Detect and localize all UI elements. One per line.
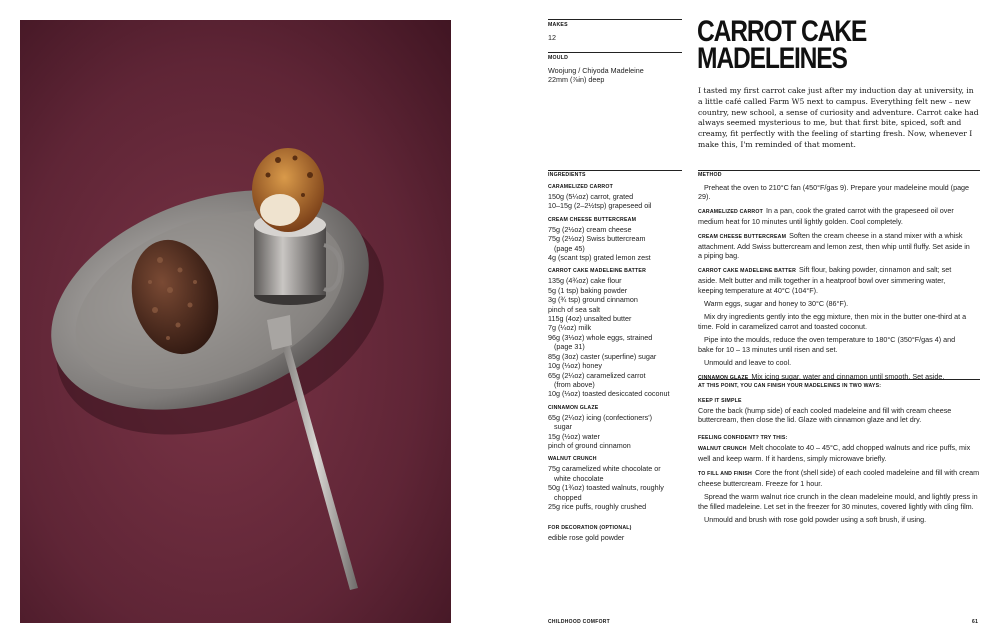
ingredient-group-title: CINNAMON GLAZE bbox=[548, 404, 599, 411]
method-step-text: Unmould and leave to cool. bbox=[704, 358, 792, 368]
makes-rule bbox=[548, 19, 682, 20]
method-step-label: CINNAMON GLAZE bbox=[698, 374, 749, 381]
ingredient-group bbox=[548, 217, 684, 263]
finish-section bbox=[698, 383, 980, 529]
method-step-label: CARROT CAKE MADELEINE BATTER bbox=[698, 267, 797, 274]
ingredient-item: 150g (5¼oz) carrot, grated bbox=[548, 192, 634, 201]
ingredient-item: 7g (¼oz) milk bbox=[548, 323, 592, 333]
method-step bbox=[698, 231, 970, 261]
mould-line: Woojung / Chiyoda Madeleine bbox=[548, 66, 644, 75]
ingredient-item: (from above) bbox=[554, 379, 595, 389]
ingredient-item: (page 45) bbox=[554, 243, 585, 253]
ingredient-item: chopped bbox=[554, 492, 582, 502]
method-step bbox=[698, 335, 970, 354]
ingredient-group-title: FOR DECORATION (OPTIONAL) bbox=[548, 525, 632, 532]
method-step-text: Mix dry ingredients gently into the egg mixture, then mix in the butter one-third at a time. Fold in caramelized carrot and toasted coconut. bbox=[698, 312, 967, 331]
method-step-text: Melt chocolate to 40 – 45°C, add chopped walnuts and rice puffs, mix well and keep warm. If it hardens, simply microwave briefly. bbox=[698, 442, 971, 464]
method-step-label: CREAM CHEESE BUTTERCREAM bbox=[698, 233, 787, 240]
method-step-text: Spread the warm walnut rice crunch in the clean madeleine mould, and lightly press in the filled madeleine. Let set in the freezer for 30 minutes, covered lightly with cling film. bbox=[698, 492, 978, 511]
method-column bbox=[698, 172, 970, 387]
ingredient-group bbox=[548, 268, 684, 398]
ingredient-item: pinch of ground cinnamon bbox=[548, 440, 631, 450]
mould-lines bbox=[548, 66, 644, 85]
mould-line: 22mm (⅞in) deep bbox=[548, 75, 605, 85]
ingredient-groups bbox=[548, 184, 684, 543]
ingredient-item: 15g (½oz) water bbox=[548, 431, 600, 441]
method-step bbox=[698, 358, 970, 367]
mould-label: MOULD bbox=[548, 55, 569, 61]
method-step-label: TO FILL AND FINISH bbox=[698, 470, 752, 477]
ingredient-group bbox=[548, 525, 684, 542]
method-step bbox=[698, 492, 980, 511]
ingredient-item: 10–15g (2–2½tsp) grapeseed oil bbox=[548, 201, 652, 211]
ingredient-group-title: CARAMELIZED CARROT bbox=[548, 184, 613, 190]
ingredients-rule bbox=[548, 170, 682, 171]
ingredient-item: 5g (1 tsp) baking powder bbox=[548, 285, 628, 295]
recipe-title bbox=[697, 15, 910, 75]
method-step bbox=[698, 443, 980, 464]
ingredient-item: 85g (3oz) caster (superfine) sugar bbox=[548, 351, 657, 361]
ingredient-item: 115g (4oz) unsalted butter bbox=[548, 314, 632, 324]
method-step bbox=[698, 312, 970, 331]
method-step bbox=[698, 372, 970, 383]
ingredients-header: INGREDIENTS bbox=[548, 172, 586, 178]
feeling-confident-title: FEELING CONFIDENT? TRY THIS: bbox=[698, 434, 788, 441]
makes-label: MAKES bbox=[548, 22, 568, 28]
ingredient-item: 50g (1¾oz) toasted walnuts, roughly bbox=[548, 483, 664, 493]
method-step-text: Soften the cream cheese in a stand mixer with a whisk attachment. Add Swiss buttercream and lemon zest, then whip until fluffy. Set aside in a piping bag. bbox=[698, 230, 970, 261]
ingredient-item: 25g rice puffs, roughly crushed bbox=[548, 501, 647, 511]
ingredient-item: 65g (2¼oz) icing (confectioners') bbox=[548, 412, 653, 422]
title-line: MADELEINES bbox=[697, 42, 847, 75]
ingredient-item: pinch of sea salt bbox=[548, 304, 600, 314]
method-step-text: Core the front (shell side) of each cooled madeleine and fill with cream cheese buttercream. Freeze for 1 hour. bbox=[698, 467, 980, 489]
keep-simple-text: Core the back (hump side) of each cooled madeleine and fill with cream cheese buttercream, then close the lid. Glaze with cinnamon glaze and let dry. bbox=[698, 406, 952, 425]
confident-steps bbox=[698, 443, 980, 525]
page-number: 61 bbox=[972, 619, 979, 625]
ingredient-group bbox=[548, 405, 684, 451]
mould-rule bbox=[548, 52, 682, 53]
method-step-text: Sift flour, baking powder, cinnamon and salt; set aside. Melt butter and milk together in a heatproof bowl over simmering water, keeping temperature at 40°C (104°F). bbox=[698, 264, 952, 295]
ingredient-item: 4g (scant tsp) grated lemon zest bbox=[548, 253, 651, 263]
ingredient-group-title: WALNUT CRUNCH bbox=[548, 456, 597, 463]
method-step-text: Warm eggs, sugar and honey to 30°C (86°F). bbox=[704, 299, 849, 309]
ingredient-item: (page 31) bbox=[554, 342, 585, 352]
ingredient-group bbox=[548, 184, 684, 211]
ingredient-item: sugar bbox=[554, 422, 572, 432]
ingredient-item: 10g (⅓oz) toasted desiccated coconut bbox=[548, 389, 670, 399]
ingredient-item: 10g (⅓oz) honey bbox=[548, 361, 602, 371]
ingredient-group-title: CREAM CHEESE BUTTERCREAM bbox=[548, 216, 637, 223]
method-rule bbox=[698, 170, 980, 171]
ingredient-item: 65g (2¼oz) caramelized carrot bbox=[548, 370, 646, 380]
photo-illustration bbox=[20, 20, 451, 623]
method-step-label: CARAMELIZED CARROT bbox=[698, 208, 763, 215]
title-line: CARROT CAKE bbox=[697, 15, 867, 48]
method-step bbox=[698, 299, 970, 308]
recipe-intro: I tasted my first carrot cake just after my induction day at university, in a little café called Farm W5 next to campus. Everything felt new – new country, new school, a sense of curiosity and adventure. Carrot cake had always seemed mysterious to me, but that first bite, spiced, soft and creamy, fit perfectly with the feeling of starting fresh. Now, whenever I make this, I'm reminded of that moment. bbox=[698, 86, 979, 149]
ingredient-item: 75g (2½oz) cream cheese bbox=[548, 224, 632, 234]
keep-simple-title: KEEP IT SIMPLE bbox=[698, 398, 742, 404]
method-step bbox=[698, 265, 970, 295]
ingredient-item: 96g (3⅓oz) whole eggs, strained bbox=[548, 332, 653, 342]
method-step-text: Preheat the oven to 210°C fan (450°F/gas 9). Prepare your madeleine mould (page 29). bbox=[698, 183, 970, 202]
footer-section: CHILDHOOD COMFORT bbox=[548, 619, 611, 625]
method-step-text: In a pan, cook the grated carrot with the grapeseed oil over medium heat for 10 minutes until lightly golden. Cool completely. bbox=[698, 205, 954, 227]
method-step bbox=[698, 515, 980, 524]
finish-rule bbox=[698, 379, 980, 380]
method-step bbox=[698, 206, 970, 227]
method-step bbox=[698, 183, 970, 202]
ingredient-item: 75g caramelized white chocolate or bbox=[548, 464, 661, 474]
recipe-photo bbox=[20, 20, 451, 623]
ingredient-group bbox=[548, 456, 684, 511]
method-step bbox=[698, 468, 980, 489]
finish-header: AT THIS POINT, YOU CAN FINISH YOUR MADELEINES IN TWO WAYS: bbox=[698, 383, 882, 389]
ingredient-item: 135g (4¾oz) cake flour bbox=[548, 276, 622, 286]
method-step-text: Pipe into the moulds, reduce the oven temperature to 180°C (350°F/gas 4) and bake for 10 – 13 minutes until risen and set. bbox=[698, 335, 956, 354]
method-step-label: WALNUT CRUNCH bbox=[698, 445, 747, 452]
ingredient-item: edible rose gold powder bbox=[548, 533, 625, 543]
ingredient-item: 3g (¾ tsp) ground cinnamon bbox=[548, 295, 638, 305]
ingredient-item: white chocolate bbox=[554, 473, 604, 483]
ingredients-column bbox=[548, 172, 684, 543]
method-steps bbox=[698, 183, 970, 383]
ingredient-group-title: CARROT CAKE MADELEINE BATTER bbox=[548, 268, 647, 275]
method-header: METHOD bbox=[698, 172, 722, 178]
method-step-text: Unmould and brush with rose gold powder using a soft brush, if using. bbox=[704, 515, 927, 525]
method-step-text: Mix icing sugar, water and cinnamon until smooth. Set aside. bbox=[751, 371, 945, 381]
makes-value: 12 bbox=[548, 33, 556, 42]
ingredient-item: 75g (2½oz) Swiss buttercream bbox=[548, 234, 646, 244]
